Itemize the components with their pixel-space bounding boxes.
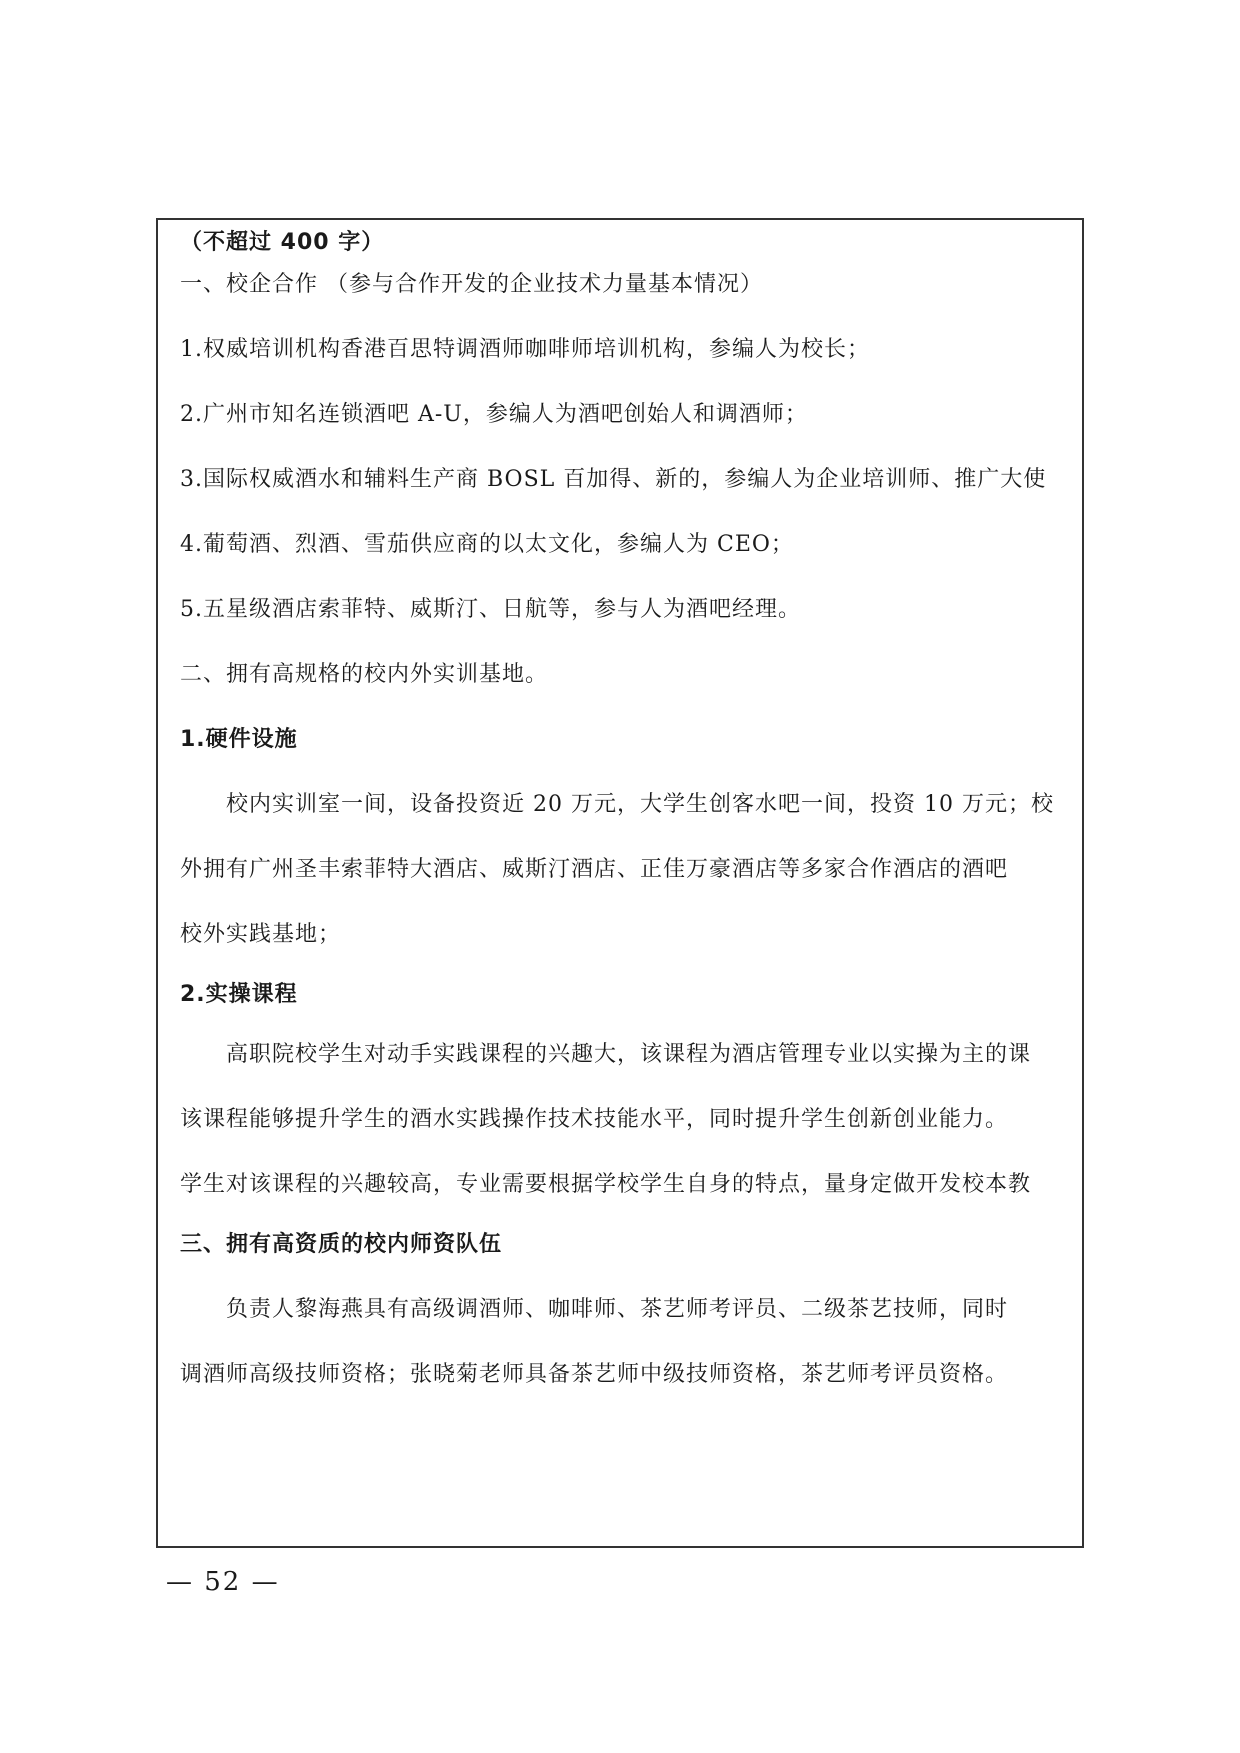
paragraph-line: 高职院校学生对动手实践课程的兴趣大，该课程为酒店管理专业以实操为主的课 <box>180 1042 1032 1067</box>
paragraph-line: 学生对该课程的兴趣较高，专业需要根据学校学生自身的特点，量身定做开发校本教 <box>180 1172 1032 1197</box>
list-item: 3.国际权威酒水和辅料生产商 BOSL 百加得、新的，参编人为企业培训师、推广大使 <box>180 467 1047 492</box>
paragraph-line: 负责人黎海燕具有高级调酒师、咖啡师、茶艺师考评员、二级茶艺技师，同时 <box>180 1297 1009 1322</box>
list-item: 5.五星级酒店索菲特、威斯汀、日航等，参与人为酒吧经理。 <box>180 597 801 622</box>
paragraph-line: 校内实训室一间，设备投资近 20 万元，大学生创客水吧一间，投资 10 万元；校 <box>180 792 1054 817</box>
list-item: 2.广州市知名连锁酒吧 A-U，参编人为酒吧创始人和调酒师； <box>180 402 808 427</box>
subheading-hardware: 1.硬件设施 <box>180 727 298 752</box>
form-cell-frame <box>156 218 1084 1548</box>
paragraph-line: 该课程能够提升学生的酒水实践操作技术技能水平，同时提升学生创新创业能力。 <box>180 1107 1009 1132</box>
section-heading-school-enterprise: 一、校企合作 （参与合作开发的企业技术力量基本情况） <box>180 272 763 297</box>
subheading-practical-course: 2.实操课程 <box>180 982 298 1007</box>
paragraph-line: 外拥有广州圣丰索菲特大酒店、威斯汀酒店、正佳万豪酒店等多家合作酒店的酒吧 <box>180 857 1009 882</box>
paragraph-line: 校外实践基地； <box>180 922 342 947</box>
paragraph-line: 调酒师高级技师资格；张晓菊老师具备茶艺师中级技师资格，茶艺师考评员资格。 <box>180 1362 1009 1387</box>
page-number: — 52 — <box>166 1567 280 1597</box>
word-limit-note: （不超过 400 字） <box>180 230 385 255</box>
list-item: 1.权威培训机构香港百思特调酒师咖啡师培训机构，参编人为校长； <box>180 337 870 362</box>
section-heading-faculty: 三、拥有高资质的校内师资队伍 <box>180 1232 503 1257</box>
section-heading-training-base: 二、拥有高规格的校内外实训基地。 <box>180 662 549 687</box>
list-item: 4.葡萄酒、烈酒、雪茄供应商的以太文化，参编人为 CEO； <box>180 532 794 557</box>
